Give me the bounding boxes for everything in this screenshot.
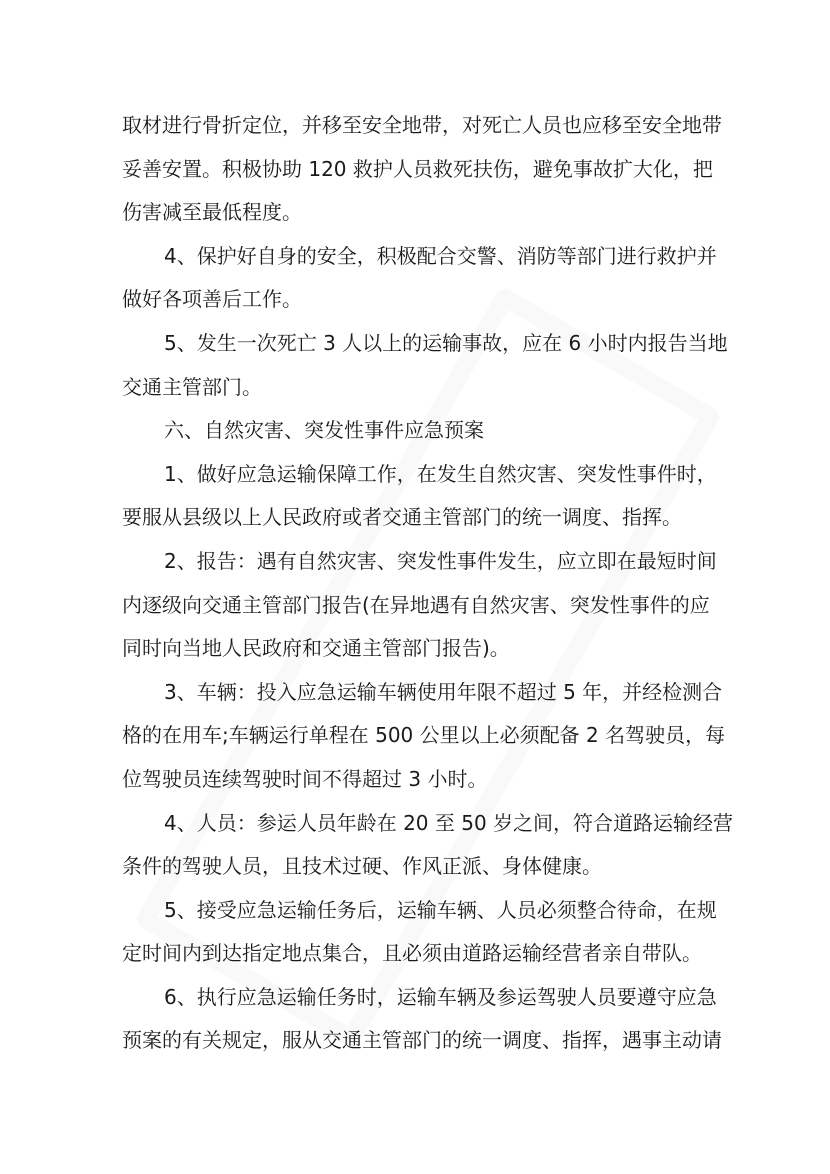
text-line: 条件的驾驶人员，且技术过硬、作风正派、身体健康。	[122, 854, 602, 879]
paragraph	[122, 453, 717, 540]
paragraph	[122, 671, 726, 802]
text-line: 4、保护好自身的安全，积极配合交警、消防等部门进行救护并	[164, 243, 717, 268]
text-line: 格的在用车;车辆运行单程在 500 公里以上必须配备 2 名驾驶员，每	[122, 723, 726, 748]
text-line: 同时向当地人民政府和交通主管部门报告)。	[122, 636, 510, 661]
paragraph	[122, 802, 734, 889]
text-line: 定时间内到达指定地点集合，且必须由道路运输经营者亲自带队。	[122, 941, 702, 966]
text-line: 内逐级向交通主管部门报告(在异地遇有自然灾害、突发性事件的应	[122, 592, 710, 617]
text-line: 3、车辆：投入应急运输车辆使用年限不超过 5 年，并经检测合	[164, 679, 723, 704]
text-line: 2、报告：遇有自然灾害、突发性事件发生，应立即在最短时间	[164, 548, 717, 573]
paragraph	[122, 322, 728, 409]
paragraph	[122, 104, 722, 235]
section-heading	[122, 409, 704, 453]
text-line: 交通主管部门。	[122, 374, 262, 399]
text-line: 妥善安置。积极协助 120 救护人员救死扶伤，避免事故扩大化，把	[122, 156, 713, 181]
paragraph	[122, 976, 722, 1063]
text-line: 预案的有关规定，服从交通主管部门的统一调度、指挥，遇事主动请	[122, 1028, 722, 1053]
text-line: 5、接受应急运输任务后，运输车辆、人员必须整合待命，在规	[164, 897, 717, 922]
paragraph	[122, 540, 717, 671]
text-line: 位驾驶员连续驾驶时间不得超过 3 小时。	[122, 766, 488, 791]
document-page	[122, 104, 734, 1063]
text-line: 4、人员：参运人员年龄在 20 至 50 岁之间，符合道路运输经营	[164, 810, 734, 835]
text-line: 1、做好应急运输保障工作，在发生自然灾害、突发性事件时，	[164, 461, 717, 486]
text-line: 六、自然灾害、突发性事件应急预案	[164, 418, 484, 443]
text-line: 6、执行应急运输任务时，运输车辆及参运驾驶人员要遵守应急	[164, 984, 717, 1009]
text-line: 做好各项善后工作。	[122, 287, 302, 312]
text-line: 要服从县级以上人民政府或者交通主管部门的统一调度、指挥。	[122, 505, 682, 530]
text-line: 伤害减至最低程度。	[122, 200, 302, 225]
text-line: 取材进行骨折定位，并移至安全地带，对死亡人员也应移至安全地带	[122, 113, 722, 137]
text-line: 5、发生一次死亡 3 人以上的运输事故，应在 6 小时内报告当地	[164, 330, 728, 355]
paragraph	[122, 235, 717, 322]
paragraph	[122, 889, 717, 976]
